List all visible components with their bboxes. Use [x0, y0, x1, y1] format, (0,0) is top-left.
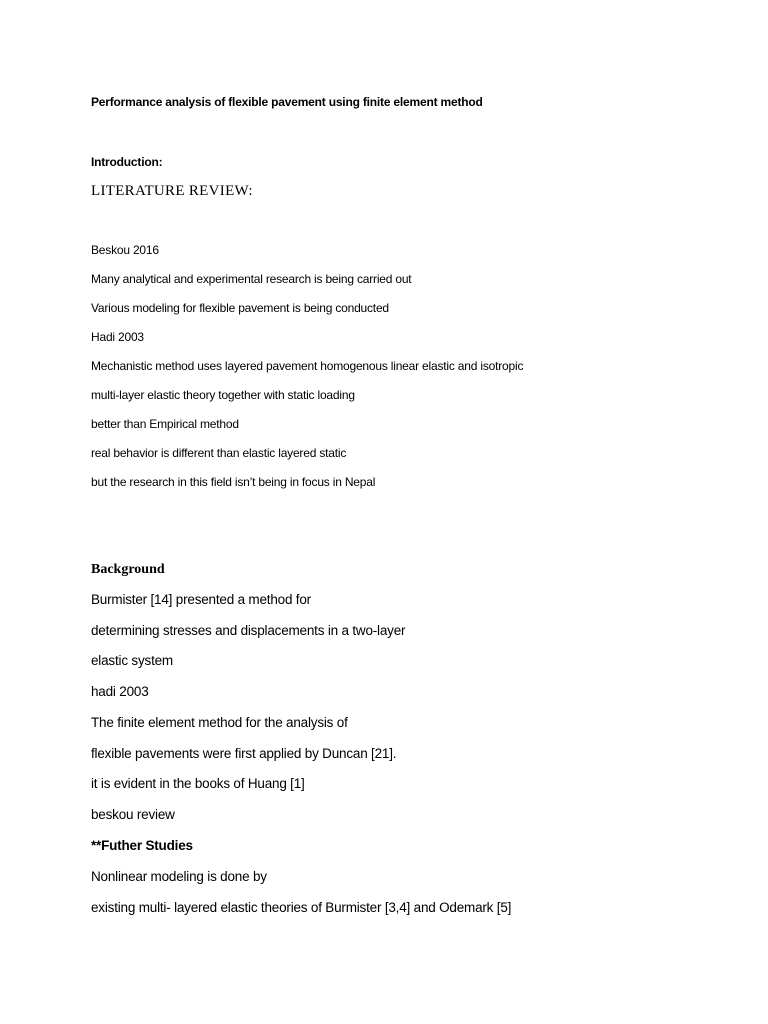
background-line: determining stresses and displacements in a two-layer [91, 623, 406, 638]
background-line: beskou review [91, 807, 175, 822]
literature-line: better than Empirical method [91, 417, 239, 431]
background-line: hadi 2003 [91, 684, 149, 699]
literature-line: multi-layer elastic theory together with static loading [91, 388, 355, 402]
literature-line: Many analytical and experimental research is being carried out [91, 272, 412, 286]
literature-line: but the research in this field isn’t being in focus in Nepal [91, 475, 376, 489]
further-line: existing multi- layered elastic theories of Burmister [3,4] and Odemark [5] [91, 900, 512, 915]
literature-line: Various modeling for flexible pavement is being conducted [91, 301, 389, 315]
literature-line: real behavior is different than elastic layered static [91, 446, 347, 460]
further-studies-heading: **Futher Studies [91, 838, 193, 853]
literature-line: Mechanistic method uses layered pavement homogenous linear elastic and isotropic [91, 359, 524, 373]
literature-line: Hadi 2003 [91, 330, 144, 344]
background-line: flexible pavements were first applied by Duncan [21]. [91, 746, 397, 761]
background-line: elastic system [91, 653, 173, 668]
introduction-heading: Introduction: [91, 155, 163, 169]
literature-line: Beskou 2016 [91, 243, 159, 257]
background-heading: Background [91, 562, 165, 577]
document-title: Performance analysis of flexible pavement using finite element method [91, 95, 483, 109]
background-line: The finite element method for the analysis of [91, 715, 348, 730]
literature-review-heading: LITERATURE REVIEW: [91, 183, 253, 199]
further-line: Nonlinear modeling is done by [91, 869, 267, 884]
background-line: it is evident in the books of Huang [1] [91, 776, 305, 791]
background-line: Burmister [14] presented a method for [91, 592, 311, 607]
